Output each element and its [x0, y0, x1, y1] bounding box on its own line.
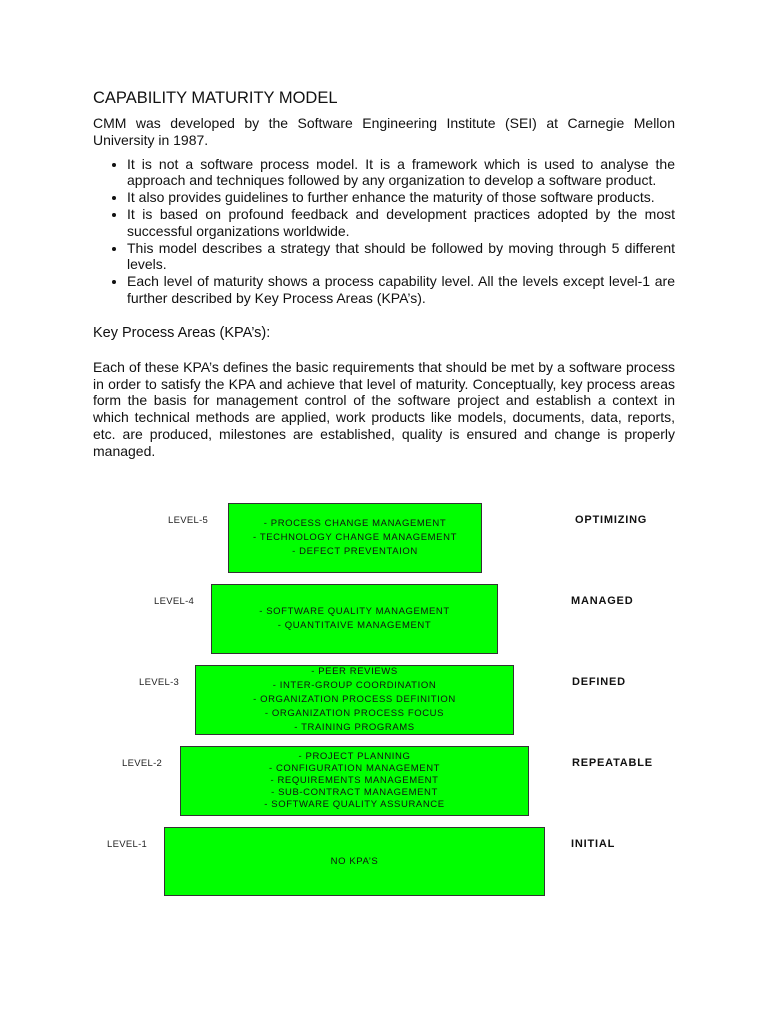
level-2-box: [180, 746, 529, 816]
stage-label: OPTIMIZING: [575, 514, 648, 526]
level-label: LEVEL-1: [107, 839, 148, 850]
stage-label: MANAGED: [571, 595, 634, 607]
kpa-item: - PROCESS CHANGE MANAGEMENT: [263, 518, 447, 529]
list-item: • This model describes a strategy that should be followed by moving through 5 different levels.: [127, 240, 675, 274]
level-5-box: [228, 503, 482, 573]
level-4-box: [211, 584, 498, 654]
kpa-item: - DEFECT PREVENTAION: [292, 546, 418, 557]
page-title: CAPABILITY MATURITY MODEL: [93, 89, 338, 107]
kpa-paragraph: Each of these KPA’s defines the basic requirements that should be met by a software process in order to satisfy the KPA and achieve that level of maturity. Conceptually, key process areas form the basis for management control of the software project and establish a context in which technical methods are applied, work products like models, documents, data, reports, etc. are produced, milestones are established, quality is ensured and change is properly managed.: [93, 358, 675, 459]
kpa-item: NO KPA’S: [330, 855, 379, 867]
kpa-item: - INTER-GROUP COORDINATION: [272, 680, 437, 691]
kpa-item: - PEER REVIEWS: [311, 666, 398, 677]
list-item: • It is based on profound feedback and development practices adopted by the most successful organizations worldwide.: [127, 206, 675, 240]
list-item: • It also provides guidelines to further enhance the maturity of those software products.: [127, 189, 675, 206]
kpa-item: - REQUIREMENTS MANAGEMENT: [270, 775, 439, 786]
kpa-item: - SUB-CONTRACT MANAGEMENT: [271, 787, 438, 798]
kpa-item: - ORGANIZATION PROCESS FOCUS: [264, 708, 445, 719]
kpa-item: - SOFTWARE QUALITY ASSURANCE: [264, 799, 445, 810]
level-label: LEVEL-4: [154, 596, 195, 607]
kpa-item: - CONFIGURATION MANAGEMENT: [268, 763, 441, 774]
stage-label: INITIAL: [571, 838, 616, 850]
level-3-box: [195, 665, 514, 735]
level-label: LEVEL-5: [168, 515, 209, 526]
kpa-item: - QUANTITAIVE MANAGEMENT: [277, 620, 432, 631]
level-label: LEVEL-2: [122, 758, 163, 769]
kpa-heading: Key Process Areas (KPA’s):: [93, 324, 271, 341]
kpa-item: - TECHNOLOGY CHANGE MANAGEMENT: [253, 532, 457, 543]
kpa-item: - PROJECT PLANNING: [298, 751, 411, 762]
list-item: • Each level of maturity shows a process capability level. All the levels except level-1 are further described by Key Process Areas (KPA’s).: [127, 273, 675, 307]
kpa-item: - SOFTWARE QUALITY MANAGEMENT: [259, 606, 450, 617]
bullet-list: [93, 156, 675, 307]
kpa-item: - ORGANIZATION PROCESS DEFINITION: [253, 694, 456, 705]
document-body: [93, 88, 675, 460]
level-label: LEVEL-3: [139, 677, 180, 688]
list-item: • It is not a software process model. It is a framework which is used to analyse the approach and techniques followed by any organization to develop a software product.: [127, 156, 675, 190]
level-1-box: [164, 827, 545, 896]
kpa-item: - TRAINING PROGRAMS: [294, 722, 415, 733]
intro-paragraph: CMM was developed by the Software Engineering Institute (SEI) at Carnegie Mellon University in 1987.: [93, 115, 675, 148]
stage-label: REPEATABLE: [572, 757, 653, 769]
stage-label: DEFINED: [572, 676, 626, 688]
